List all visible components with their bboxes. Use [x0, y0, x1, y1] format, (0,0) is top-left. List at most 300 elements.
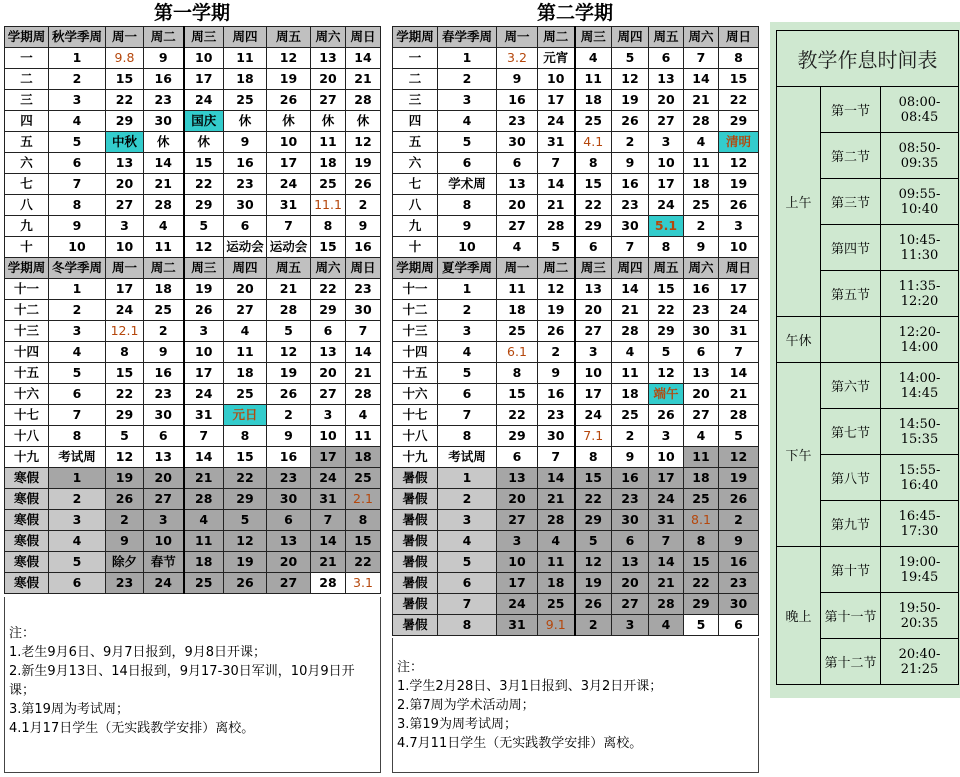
date-cell: 11: [497, 279, 538, 300]
column-header: 周五: [649, 27, 684, 48]
term-week: 9: [49, 216, 106, 237]
date-cell: 15: [311, 237, 346, 258]
date-cell: 30: [719, 594, 759, 615]
column-header: 周五: [649, 258, 684, 279]
period-name: 第九节: [821, 501, 881, 547]
period-row: [777, 547, 959, 593]
date-cell: 30: [497, 132, 538, 153]
exam-row: [393, 447, 759, 468]
date-cell: 8: [575, 447, 612, 468]
date-cell: 12: [538, 279, 575, 300]
week-row: [393, 300, 759, 321]
period-name: 第一节: [821, 87, 881, 133]
period-name: 第十二节: [821, 639, 881, 685]
column-header: 春学季周: [438, 27, 497, 48]
week-label: 寒假: [5, 531, 49, 552]
note-line: 注：: [9, 626, 36, 641]
date-cell: 22: [184, 174, 224, 195]
date-cell: 11: [575, 69, 612, 90]
date-cell: 3: [311, 405, 346, 426]
date-cell: 30: [267, 489, 311, 510]
date-cell: 4: [538, 531, 575, 552]
date-cell: 11: [184, 531, 224, 552]
note-line: 4.1月17日学生（无实践教学安排）离校。: [9, 721, 255, 736]
date-cell: 6: [497, 447, 538, 468]
date-cell: 6: [684, 342, 719, 363]
term-week: 4: [438, 531, 497, 552]
week-label: 十六: [393, 384, 438, 405]
week-row: [393, 321, 759, 342]
date-cell: 19: [612, 90, 649, 111]
date-cell: 6: [497, 153, 538, 174]
term-week: 5: [438, 552, 497, 573]
class-schedule-table: [776, 30, 959, 685]
term-week: 6: [49, 153, 106, 174]
date-cell: 6: [267, 510, 311, 531]
term-week: 5: [49, 363, 106, 384]
column-header: 周日: [346, 27, 381, 48]
term-week: 5: [49, 552, 106, 573]
week-label: 十一: [5, 279, 49, 300]
date-cell: 9: [612, 447, 649, 468]
date-cell: 31: [538, 132, 575, 153]
date-cell: 10: [311, 426, 346, 447]
date-cell: 7: [184, 426, 224, 447]
date-cell: 21: [538, 195, 575, 216]
date-cell: 15: [184, 153, 224, 174]
week-row: [393, 279, 759, 300]
date-cell: 2: [684, 216, 719, 237]
term-week: 2: [49, 489, 106, 510]
note-line: 1.老生9月6日、9月7日报到，9月8日开课；: [9, 645, 267, 660]
date-cell: 25: [184, 573, 224, 594]
vacation-row: [5, 468, 381, 489]
period-name: 第三节: [821, 179, 881, 225]
date-cell: 2: [267, 405, 311, 426]
date-cell: 29: [184, 195, 224, 216]
date-cell: 29: [649, 321, 684, 342]
date-cell: 清明: [719, 132, 759, 153]
date-cell: 24: [311, 468, 346, 489]
date-cell: 11: [311, 132, 346, 153]
week-label: 二: [393, 69, 438, 90]
date-cell: 2: [575, 615, 612, 636]
term-week: 3: [438, 90, 497, 111]
date-cell: 元宵: [538, 48, 575, 69]
date-cell: 11: [612, 363, 649, 384]
period-group: 下午: [777, 363, 821, 547]
date-cell: 19: [267, 69, 311, 90]
date-cell: 29: [106, 111, 144, 132]
date-cell: 23: [497, 111, 538, 132]
date-cell: 14: [649, 552, 684, 573]
date-cell: 12: [267, 48, 311, 69]
date-cell: 14: [311, 531, 346, 552]
date-cell: 15: [649, 279, 684, 300]
date-cell: 10: [144, 531, 184, 552]
period-time: 08:00-08:45: [881, 87, 959, 133]
week-label: 六: [393, 153, 438, 174]
week-label: 暑假: [393, 615, 438, 636]
date-cell: 31: [311, 489, 346, 510]
date-cell: 23: [538, 405, 575, 426]
date-cell: 休: [144, 132, 184, 153]
week-label: 二: [5, 69, 49, 90]
note-line: 注：: [397, 660, 424, 675]
date-cell: 11: [346, 426, 381, 447]
term-week: 1: [438, 468, 497, 489]
date-cell: 20: [224, 279, 267, 300]
date-cell: 16: [719, 552, 759, 573]
date-cell: 8: [575, 153, 612, 174]
date-cell: 25: [538, 594, 575, 615]
week-label: 十二: [5, 300, 49, 321]
date-cell: 23: [684, 300, 719, 321]
date-cell: 19: [106, 468, 144, 489]
week-row: [5, 48, 381, 69]
term-week: 4: [438, 342, 497, 363]
date-cell: 11: [538, 552, 575, 573]
date-cell: 24: [106, 300, 144, 321]
date-cell: 19: [224, 552, 267, 573]
date-cell: 25: [497, 321, 538, 342]
column-header: 周二: [538, 27, 575, 48]
date-cell: 22: [719, 90, 759, 111]
vacation-row: [393, 573, 759, 594]
date-cell: 31: [649, 510, 684, 531]
period-time: 14:00-14:45: [881, 363, 959, 409]
note-line: 2.第7周为学术活动周；: [397, 698, 535, 713]
vacation-row: [5, 510, 381, 531]
period-time: 10:45-11:30: [881, 225, 959, 271]
date-cell: 28: [684, 111, 719, 132]
date-cell: 27: [649, 111, 684, 132]
date-cell: 20: [575, 300, 612, 321]
date-cell: 休: [311, 111, 346, 132]
week-row: [5, 237, 381, 258]
date-cell: 12: [575, 552, 612, 573]
period-group: 午休: [777, 317, 821, 363]
week-label: 暑假: [393, 489, 438, 510]
date-cell: 26: [575, 594, 612, 615]
note-line: 4.7月11日学生（无实践教学安排）离校。: [397, 736, 643, 751]
date-cell: 9: [538, 363, 575, 384]
date-cell: 7: [612, 237, 649, 258]
date-cell: 10: [575, 363, 612, 384]
period-name: [821, 317, 881, 363]
date-cell: 9: [224, 132, 267, 153]
date-cell: 13: [106, 153, 144, 174]
week-label: 暑假: [393, 552, 438, 573]
date-cell: 21: [538, 489, 575, 510]
semester-2-notes: [392, 638, 759, 773]
date-cell: 5: [684, 615, 719, 636]
date-cell: 14: [346, 342, 381, 363]
date-cell: 18: [311, 153, 346, 174]
period-row: [777, 317, 959, 363]
week-label: 十三: [393, 321, 438, 342]
date-cell: 20: [612, 573, 649, 594]
week-label: 寒假: [5, 468, 49, 489]
date-cell: 23: [224, 174, 267, 195]
term-week: 8: [438, 426, 497, 447]
date-cell: 27: [267, 573, 311, 594]
term-week: 5: [49, 132, 106, 153]
date-cell: 25: [224, 90, 267, 111]
term-week: 4: [49, 111, 106, 132]
date-cell: 31: [184, 405, 224, 426]
date-cell: 25: [575, 111, 612, 132]
semester-2-title: 第二学期: [536, 2, 613, 24]
term-week: 8: [49, 426, 106, 447]
timetable-title-row: [777, 31, 959, 87]
date-cell: 18: [684, 468, 719, 489]
date-cell: 15: [719, 69, 759, 90]
column-header: 周四: [224, 27, 267, 48]
date-cell: 休: [184, 132, 224, 153]
date-cell: 30: [224, 195, 267, 216]
date-cell: 6: [224, 216, 267, 237]
date-cell: 5: [649, 342, 684, 363]
period-name: 第七节: [821, 409, 881, 455]
week-label: 五: [5, 132, 49, 153]
week-label: 十: [393, 237, 438, 258]
column-header: 周日: [719, 258, 759, 279]
date-cell: 12: [106, 447, 144, 468]
date-cell: 10: [497, 552, 538, 573]
term-week: 8: [49, 195, 106, 216]
week-row: [5, 132, 381, 153]
date-cell: 13: [497, 174, 538, 195]
period-time: 20:40-21:25: [881, 639, 959, 685]
date-cell: 13: [684, 363, 719, 384]
date-cell: 24: [267, 174, 311, 195]
date-cell: 18: [224, 363, 267, 384]
week-row: [393, 90, 759, 111]
date-cell: 11: [144, 237, 184, 258]
date-cell: 14: [719, 363, 759, 384]
date-cell: 11.1: [311, 195, 346, 216]
column-header: 周二: [144, 258, 184, 279]
date-cell: 23: [144, 90, 184, 111]
term-week: 3: [49, 321, 106, 342]
date-cell: 27: [311, 90, 346, 111]
column-header: 周日: [719, 27, 759, 48]
date-cell: 3: [649, 426, 684, 447]
date-cell: 18: [144, 279, 184, 300]
column-header: 周三: [184, 27, 224, 48]
date-cell: 25: [612, 405, 649, 426]
date-cell: 26: [184, 300, 224, 321]
vacation-row: [393, 531, 759, 552]
period-time: 15:55-16:40: [881, 455, 959, 501]
date-cell: 11: [684, 447, 719, 468]
date-cell: 28: [184, 489, 224, 510]
period-time: 19:00-19:45: [881, 547, 959, 593]
note-line: 1.学生2月28日、3月1日报到、3月2日开课；: [397, 679, 663, 694]
date-cell: 除夕: [106, 552, 144, 573]
date-cell: 16: [612, 468, 649, 489]
date-cell: 6: [612, 531, 649, 552]
date-cell: 15: [575, 174, 612, 195]
column-header: 周一: [497, 258, 538, 279]
period-time: 14:50-15:35: [881, 409, 959, 455]
week-row: [5, 153, 381, 174]
term-week: 1: [49, 279, 106, 300]
date-cell: 24: [575, 405, 612, 426]
date-cell: 5: [184, 216, 224, 237]
date-cell: 2: [612, 132, 649, 153]
note-line: 3.第19为周考试周；: [397, 717, 517, 732]
week-row: [5, 342, 381, 363]
date-cell: 30: [612, 510, 649, 531]
note-line: 3.第19周为考试周；: [9, 702, 129, 717]
date-cell: 25: [224, 384, 267, 405]
date-cell: 27: [311, 384, 346, 405]
date-cell: 5: [612, 48, 649, 69]
date-cell: 15: [575, 468, 612, 489]
date-cell: 24: [184, 384, 224, 405]
date-cell: 21: [144, 174, 184, 195]
week-label: 十八: [393, 426, 438, 447]
date-cell: 3.1: [346, 573, 381, 594]
vacation-row: [5, 573, 381, 594]
date-cell: 26: [267, 90, 311, 111]
term-week: 2: [49, 69, 106, 90]
vacation-row: [393, 552, 759, 573]
date-cell: 6: [575, 237, 612, 258]
term-week: 学术周: [438, 174, 497, 195]
date-cell: 11: [224, 48, 267, 69]
date-cell: 30: [346, 300, 381, 321]
date-cell: 20: [684, 384, 719, 405]
date-cell: 20: [106, 174, 144, 195]
date-cell: 26: [538, 321, 575, 342]
period-name: 第五节: [821, 271, 881, 317]
date-cell: 10: [267, 132, 311, 153]
date-cell: 2.1: [346, 489, 381, 510]
column-header: 周三: [575, 27, 612, 48]
date-cell: 休: [346, 111, 381, 132]
date-cell: 27: [612, 594, 649, 615]
date-cell: 4.1: [575, 132, 612, 153]
column-header: 周四: [612, 258, 649, 279]
date-cell: 3: [612, 615, 649, 636]
term-week: 6: [438, 153, 497, 174]
column-header: 学期周: [393, 27, 438, 48]
period-time: 19:50-20:35: [881, 593, 959, 639]
date-cell: 29: [497, 426, 538, 447]
date-cell: 28: [538, 510, 575, 531]
week-label: 一: [393, 48, 438, 69]
date-cell: 5: [106, 426, 144, 447]
date-cell: 26: [719, 489, 759, 510]
date-cell: 29: [224, 489, 267, 510]
term-week: 7: [49, 405, 106, 426]
date-cell: 8: [684, 531, 719, 552]
week-row: [5, 195, 381, 216]
date-cell: 16: [346, 237, 381, 258]
date-cell: 12: [649, 363, 684, 384]
column-header: 周六: [311, 258, 346, 279]
vacation-row: [393, 468, 759, 489]
term-week: 考试周: [438, 447, 497, 468]
date-cell: 22: [311, 279, 346, 300]
date-cell: 28: [311, 573, 346, 594]
column-header: 学期周: [5, 27, 49, 48]
date-cell: 4: [144, 216, 184, 237]
week-row: [5, 174, 381, 195]
term-week: 2: [438, 69, 497, 90]
date-cell: 7: [649, 531, 684, 552]
date-cell: 30: [684, 321, 719, 342]
term-week: 8: [438, 195, 497, 216]
column-header: 夏学季周: [438, 258, 497, 279]
date-cell: 4: [184, 510, 224, 531]
date-cell: 23: [612, 489, 649, 510]
date-cell: 18: [612, 384, 649, 405]
date-cell: 26: [612, 111, 649, 132]
vacation-row: [393, 489, 759, 510]
date-cell: 30: [538, 426, 575, 447]
date-cell: 10: [649, 447, 684, 468]
date-cell: 13: [649, 69, 684, 90]
date-cell: 21: [719, 384, 759, 405]
date-cell: 29: [575, 510, 612, 531]
term-week: 1: [438, 279, 497, 300]
date-cell: 25: [311, 174, 346, 195]
header-row: [393, 258, 759, 279]
date-cell: 12: [719, 447, 759, 468]
date-cell: 6: [311, 321, 346, 342]
week-row: [393, 48, 759, 69]
week-label: 暑假: [393, 510, 438, 531]
date-cell: 22: [106, 384, 144, 405]
period-name: 第十节: [821, 547, 881, 593]
term-week: 3: [438, 510, 497, 531]
date-cell: 25: [684, 489, 719, 510]
date-cell: 24: [649, 489, 684, 510]
period-name: 第十一节: [821, 593, 881, 639]
term-week: 8: [438, 615, 497, 636]
week-label: 五: [393, 132, 438, 153]
date-cell: 27: [497, 510, 538, 531]
date-cell: 13: [612, 552, 649, 573]
week-row: [5, 405, 381, 426]
term-week: 7: [438, 594, 497, 615]
week-row: [393, 195, 759, 216]
term-week: 5: [438, 363, 497, 384]
date-cell: 4: [346, 405, 381, 426]
term-week: 1: [49, 48, 106, 69]
date-cell: 3: [497, 531, 538, 552]
week-label: 十一: [393, 279, 438, 300]
week-row: [5, 279, 381, 300]
week-label: 七: [5, 174, 49, 195]
date-cell: 29: [684, 594, 719, 615]
date-cell: 17: [311, 447, 346, 468]
week-label: 暑假: [393, 468, 438, 489]
date-cell: 24: [497, 594, 538, 615]
date-cell: 运动会: [267, 237, 311, 258]
date-cell: 9: [346, 216, 381, 237]
date-cell: 14: [684, 69, 719, 90]
date-cell: 20: [144, 468, 184, 489]
week-row: [393, 69, 759, 90]
term-week: 6: [438, 573, 497, 594]
date-cell: 18: [684, 174, 719, 195]
date-cell: 6: [649, 48, 684, 69]
